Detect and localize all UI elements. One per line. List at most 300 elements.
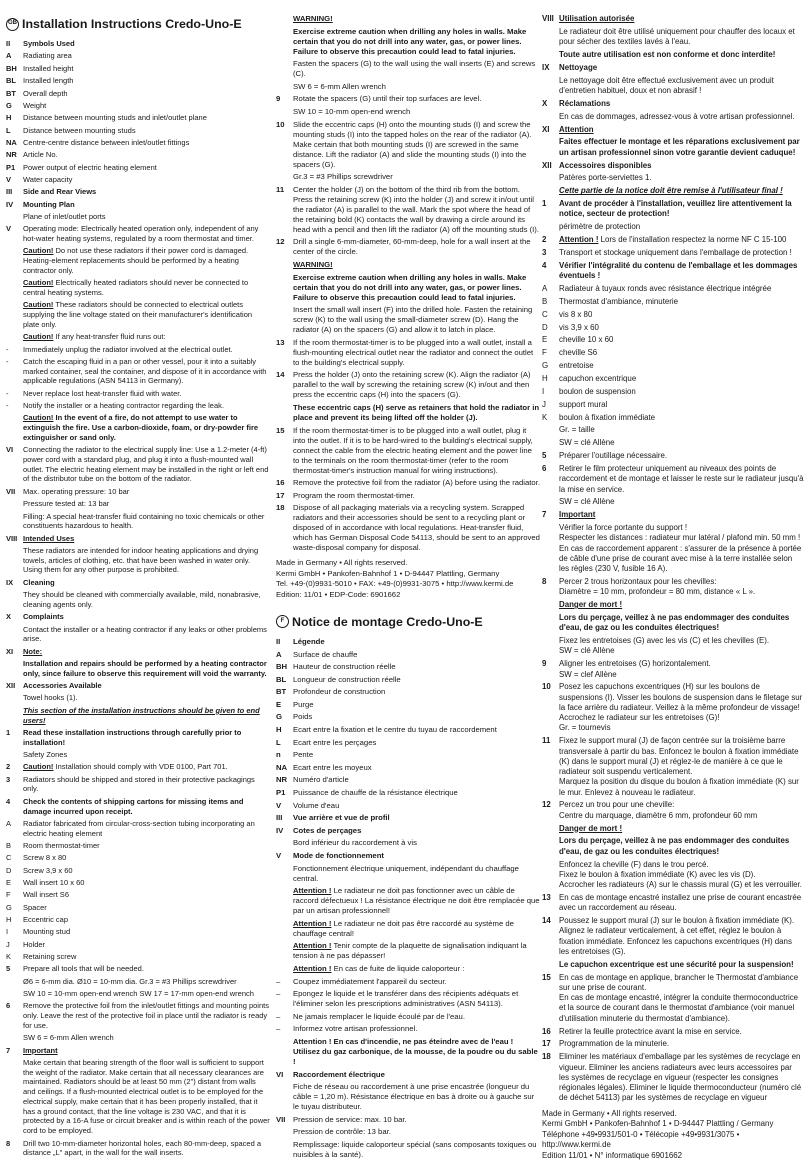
instruction-item <box>276 700 540 710</box>
item-marker <box>276 1127 293 1137</box>
instruction-item <box>276 185 540 235</box>
instruction-item <box>542 824 804 834</box>
item-marker <box>6 659 23 679</box>
item-text <box>559 960 804 970</box>
item-text <box>559 99 804 109</box>
item-text <box>559 916 804 957</box>
item-marker: 9 <box>542 659 547 669</box>
item-body: Raccordement électrique <box>293 1069 385 1079</box>
instruction-item <box>6 246 270 275</box>
instruction-item <box>6 113 270 123</box>
item-body: WARNING! <box>293 14 333 23</box>
item-marker: III <box>276 813 283 823</box>
item-body: Ø6 = 6-mm dia. Ø10 = 10-mm dia. Gr.3 = #3 Phillips screwdriver <box>23 976 237 986</box>
item-marker <box>542 50 559 60</box>
item-body: Faites effectuer le montage et les réparations exclusivement par un artisan professionnel sinon votre garantie devient caduque! <box>559 137 800 157</box>
instruction-item <box>542 76 804 97</box>
instruction-item <box>276 1127 540 1137</box>
instruction-item <box>276 738 540 748</box>
item-body: Ne jamais remplacer le liquide écoulé par de l'eau. <box>293 1011 465 1021</box>
item-body: Hauteur de construction réelle <box>293 662 396 672</box>
instruction-item <box>6 332 270 342</box>
instruction-item <box>542 222 804 232</box>
item-body: Gr. = taille <box>559 425 595 435</box>
instruction-item <box>6 750 270 760</box>
instruction-item <box>6 681 270 691</box>
item-body: vis 3,9 x 60 <box>559 322 599 332</box>
item-text <box>293 370 540 400</box>
item-marker <box>542 824 559 834</box>
item-text <box>293 59 540 79</box>
item-body: Le radiateur doit être utilisé uniquement pour chauffer des locaux et pour sécher des textiles lavés à l'eau. <box>559 26 795 47</box>
item-body: These radiators should be connected to electrical outlets supplying the line voltage stated on their manufacturer's identification plate only. <box>23 300 253 329</box>
item-marker: 12 <box>276 237 285 247</box>
instruction-item <box>542 960 804 970</box>
item-text <box>559 374 804 384</box>
item-text <box>559 137 804 158</box>
instruction-item <box>6 1001 270 1030</box>
item-marker: 3 <box>6 774 11 784</box>
instruction-item <box>542 137 804 158</box>
caution-label: Attention ! <box>293 886 332 896</box>
item-body: En cas de fuite de liquide caloporteur : <box>333 963 465 973</box>
instruction-item <box>542 659 804 680</box>
item-body: Thermostat d'ambiance, minuterie <box>559 296 679 306</box>
item-body: Side and Rear Views <box>23 187 97 197</box>
item-text <box>293 750 540 760</box>
item-body: Weight <box>23 100 47 110</box>
item-body: Mode de fonctionnement <box>293 851 384 860</box>
item-body: Holder <box>23 939 46 949</box>
item-text <box>23 578 270 588</box>
instruction-item <box>542 14 804 24</box>
instruction-item <box>542 310 804 320</box>
item-body: périmètre de protection <box>559 222 641 232</box>
item-marker <box>6 750 23 760</box>
item-body: Read these installation instructions through carefully prior to installation! <box>23 727 242 747</box>
item-text <box>23 499 270 509</box>
item-body: Eliminer les matériaux d'emballage par les systèmes de recyclage en vigueur. Eliminer les anciens radiateurs avec leurs accessoires par les systèmes de recyclage en vigueur (respecter les consignes régionales légales). Eliminer le liquide thermoconducteur (numéro clé de déchet 54113) par les systèmes de recyclage en vigueur <box>559 1052 802 1103</box>
item-text <box>559 400 804 410</box>
item-marker <box>6 278 23 298</box>
gb-footer-line: Kermi GmbH • Pankofen-Bahnhof 1 • D-94447 Plattling, Germany <box>276 568 500 578</box>
item-marker: 8 <box>6 1138 11 1148</box>
item-marker <box>276 82 293 92</box>
item-text <box>293 260 540 270</box>
instruction-item <box>276 864 540 884</box>
item-text <box>293 886 540 916</box>
item-body: Fixez le support mural (J) de façon centrée sur la troisième barre transversale à partir du bas. Enfoncez le boulon à fixation immédiate (K) dans le support mural (J) et réglez-le de manière à ce que le radiateur soit suspendu verticalement. Marquez la position du disque du boulon à fixation immédiate (K) sur le mur. Enlevez à nouveau le radiateur. <box>559 736 799 797</box>
item-text <box>293 662 540 672</box>
item-body: Symbols Used <box>23 39 75 49</box>
item-marker <box>6 212 23 222</box>
instruction-item <box>6 389 270 399</box>
item-marker <box>6 706 23 726</box>
item-marker: L <box>276 737 281 747</box>
instruction-item <box>6 866 270 876</box>
item-body: Note: <box>23 646 43 656</box>
item-body: Légende <box>293 636 325 646</box>
item-marker: F <box>6 890 11 900</box>
item-body: Drill a single 6-mm-diameter, 60-mm-deep, hole for a wall insert at the center of the circle. <box>293 237 531 257</box>
gb-title: Installation Instructions Credo-Uno-E <box>22 17 242 31</box>
item-text <box>23 187 270 197</box>
item-body: Screw 8 x 80 <box>23 853 67 863</box>
instruction-item <box>6 964 270 974</box>
item-body: Dispose of all packaging materials via a recycling system. Scrapped radiators and their accessories should be sent to a recycling plant or disposed of in accordance with local regulations. Heat-transfer fluid, which has German Disposal Code 54113, should be sent to an approved waste-disposal company for disposal. <box>293 503 540 553</box>
instruction-item <box>6 890 270 900</box>
item-marker: II <box>6 39 11 49</box>
item-marker: V <box>6 174 12 184</box>
item-marker <box>542 438 559 448</box>
item-body: Le nettoyage doit être effectué exclusivement avec un produit d'entretien habituel, doux et non abrasif ! <box>559 75 774 95</box>
item-marker <box>542 76 559 97</box>
item-body: support mural <box>559 399 608 409</box>
item-marker: 13 <box>276 337 285 347</box>
caution-label: Attention ! <box>293 963 332 973</box>
instruction-item <box>542 682 804 733</box>
item-body: Vérifier l'intégralité du contenu de l'emballage et les dommages éventuels ! <box>559 260 798 281</box>
item-body: Distance between mounting studs and inlet/outlet plane <box>23 113 207 123</box>
item-body: These radiators are intended for indoor heating applications and drying towels, articles of clothing, etc. that have been washed in water only. Using them for any other purpose is prohibited. <box>23 545 259 575</box>
item-marker <box>276 919 293 939</box>
item-body: Water capacity <box>23 174 73 184</box>
instruction-item <box>6 499 270 509</box>
column-1 <box>6 14 270 1161</box>
item-body: Remove the protective foil from the inlet/outlet fittings and mounting points only. Leave the rest of the protective foil in place until the radiator is ready for use. <box>23 1001 269 1030</box>
instruction-item <box>542 125 804 135</box>
instruction-item <box>276 675 540 685</box>
instruction-item <box>6 578 270 588</box>
item-text <box>23 1058 270 1136</box>
item-text <box>23 1001 270 1030</box>
item-marker <box>6 989 23 999</box>
item-marker <box>6 546 23 575</box>
instruction-item <box>276 977 540 987</box>
instruction-item <box>542 1039 804 1049</box>
instruction-item <box>6 625 270 645</box>
item-text <box>559 893 804 914</box>
item-body: Complaints <box>23 612 64 622</box>
item-body: Bord inférieur du raccordement à vis <box>293 838 417 848</box>
item-body: Radiators should be shipped and stored in their protective packagings only. <box>23 774 255 794</box>
item-marker: 4 <box>6 796 11 806</box>
item-body: Installation should comply with VDE 0100, Part 701. <box>55 762 228 772</box>
item-body: Catch the escaping fluid in a pan or other vessel, pour it into a suitably marked container, seal the container, and dispose of it in accordance with applicable regulations (ASN 54113 in Germany). <box>23 356 267 386</box>
item-text <box>559 76 804 97</box>
item-text <box>293 775 540 785</box>
item-text <box>293 491 540 501</box>
item-body: Poids <box>293 712 313 722</box>
instruction-item <box>6 878 270 888</box>
item-text <box>23 612 270 622</box>
instruction-item <box>6 1033 270 1043</box>
caution-label: Caution! <box>23 246 54 256</box>
item-text <box>23 659 270 679</box>
item-body: Filling: A special heat-transfer fluid containing no toxic chemicals or other constituents hazardous to health. <box>23 511 265 531</box>
item-marker: NR <box>6 150 17 160</box>
fr-section-part1 <box>276 637 540 1160</box>
item-marker: VIII <box>6 533 18 543</box>
item-marker: 7 <box>6 1045 11 1055</box>
instruction-item <box>6 163 270 173</box>
instruction-item <box>6 278 270 298</box>
item-marker: VI <box>6 445 14 455</box>
instruction-item <box>276 801 540 811</box>
item-text <box>559 425 804 435</box>
item-body: Fonctionnement électrique uniquement, indépendant du chauffage central. <box>293 863 519 883</box>
instruction-item <box>276 712 540 722</box>
item-text <box>23 750 270 760</box>
item-marker: III <box>6 187 13 197</box>
instruction-item <box>6 534 270 544</box>
item-marker <box>542 137 559 158</box>
item-marker <box>276 886 293 916</box>
instruction-item <box>276 273 540 303</box>
instruction-item <box>276 82 540 92</box>
instruction-item <box>6 1058 270 1136</box>
item-text <box>23 39 270 49</box>
item-body: Pente <box>293 750 314 760</box>
gb-footer-line: Tel. +49-(0)9931-5010 • FAX: +49-(0)9931-3075 • http://www.kermi.de <box>276 579 514 589</box>
item-marker: NA <box>6 137 17 147</box>
item-text <box>293 838 540 848</box>
item-body: Never replace lost heat-transfer fluid with water. <box>23 388 182 398</box>
item-text <box>23 940 270 950</box>
item-body: Enfoncez la cheville (F) dans le trou percé. Fixez le boulon à fixation immédiate (K) avec les vis (D). Accrocher les radiateurs (A) sur le chassis mural (G) et les verrouiller. <box>559 859 802 890</box>
item-text <box>559 1027 804 1037</box>
item-marker: BL <box>6 76 16 86</box>
instruction-item <box>6 89 270 99</box>
instruction-item <box>6 175 270 185</box>
item-body: Posez les capuchons excentriques (H) sur les boulons de suspensions (I). Visser les boulons de suspension dans le filetage sur la face arrière du radiateur. Veillez à la même profondeur de vissage! Accrochez le radiateur sur les entretoises (G)! Gr. = tournevis <box>559 682 803 733</box>
item-marker: A <box>542 283 548 293</box>
item-body: boulon de suspension <box>559 386 636 396</box>
item-text <box>559 323 804 333</box>
caution-label: Caution! <box>23 278 54 288</box>
item-marker <box>276 107 293 117</box>
item-text <box>23 866 270 876</box>
item-text <box>293 305 540 335</box>
item-text <box>559 510 804 520</box>
item-body: Exercise extreme caution when drilling any holes in walls. Make certain that you do not drill into any water, gas, or power lines. Failure to observe this precaution could lead to fatal injuries. <box>293 272 527 302</box>
item-body: Distance between mounting studs <box>23 125 136 135</box>
item-text <box>23 413 270 442</box>
item-marker: J <box>542 399 546 409</box>
item-text <box>23 389 270 399</box>
column-3 <box>542 14 804 1162</box>
item-body: Retirer la feuille protectrice avant la mise en service. <box>559 1026 742 1036</box>
gb-section-part2 <box>276 14 540 553</box>
item-text <box>293 826 540 836</box>
instruction-item <box>6 487 270 497</box>
item-body: Overall depth <box>23 88 68 98</box>
item-body: Electrically heated radiators should never be connected to central heating systems. <box>23 278 249 297</box>
item-marker: IX <box>542 62 550 72</box>
item-body: Center the holder (J) on the bottom of the third rib from the bottom. Press the retaining screw (K) into the holder (J) and screw it in/out until the radiator (A) is parallel to the wall. Mark the spot where the head of the retaining bold (K) contacts the wall by drawing a circle around its head with a pencil and then lift the radiator (A) off the mounting studs (I). <box>293 184 539 234</box>
instruction-item <box>6 126 270 136</box>
item-marker <box>6 590 23 610</box>
instruction-item <box>542 186 804 196</box>
item-body: Utilisation autorisée <box>559 14 635 23</box>
item-marker: 7 <box>542 510 547 520</box>
item-text <box>293 941 540 961</box>
instruction-item <box>542 1027 804 1037</box>
instruction-item <box>6 762 270 772</box>
item-marker: I <box>542 386 545 396</box>
item-body: Exercise extreme caution when drilling any holes in walls. Make certain that you do not drill into any water, gas, or power lines. Failure to observe this precaution could lead to fatal injuries. <box>293 26 527 56</box>
instruction-item <box>542 577 804 598</box>
item-text <box>23 534 270 544</box>
instruction-item <box>276 813 540 823</box>
instruction-item <box>6 224 270 244</box>
item-marker: VII <box>6 486 16 496</box>
item-text <box>293 989 540 1009</box>
item-text <box>23 647 270 657</box>
item-marker: VI <box>276 1069 284 1079</box>
item-marker <box>542 523 559 574</box>
item-body: Accessories Available <box>23 681 102 691</box>
item-text <box>293 94 540 104</box>
item-body: Drill two 10-mm-diameter horizontal holes, each 80-mm-deep, spaced a distance „L" apart, in the wall for the wall inserts. <box>23 1138 262 1158</box>
item-marker <box>276 864 293 884</box>
item-marker <box>276 305 293 335</box>
item-text <box>293 14 540 24</box>
item-text <box>23 246 270 275</box>
instruction-item <box>6 775 270 795</box>
item-text <box>559 186 804 196</box>
instruction-item <box>6 797 270 817</box>
item-text <box>559 659 804 680</box>
instruction-item <box>6 819 270 839</box>
item-text <box>23 138 270 148</box>
item-body: Centre-centre distance between inlet/outlet fittings <box>23 137 190 147</box>
instruction-item <box>6 138 270 148</box>
item-marker: G <box>542 361 549 371</box>
instruction-item <box>276 107 540 117</box>
item-text <box>23 126 270 136</box>
item-body: Contact the installer or a heating contractor if any leaks or other problems arise. <box>23 624 267 644</box>
gb-footer <box>276 558 540 600</box>
item-body: SW 10 = 10-mm open-end wrench SW 17 = 17-mm open-end wrench <box>23 989 254 999</box>
instruction-item <box>276 403 540 423</box>
fr-footer-line: Téléphone +49•9931/501-0 • Télécopie +49•9931/3075 • http://www.kermi.de <box>542 1130 740 1150</box>
item-body: WARNING! <box>293 259 333 269</box>
instruction-item <box>276 478 540 488</box>
item-marker <box>6 625 23 645</box>
item-text <box>23 706 270 726</box>
column-2 <box>276 14 540 1163</box>
item-text <box>23 546 270 575</box>
instruction-item <box>276 503 540 553</box>
item-text <box>559 973 804 1024</box>
item-text <box>293 725 540 735</box>
instruction-item <box>542 235 804 245</box>
item-marker <box>542 425 559 435</box>
instruction-item <box>276 59 540 79</box>
instruction-item <box>276 662 540 672</box>
item-text <box>559 14 804 24</box>
instruction-item <box>276 838 540 848</box>
item-body: Le capuchon excentrique est une sécurité pour la suspension! <box>559 959 794 969</box>
instruction-item <box>6 612 270 622</box>
item-marker <box>542 613 559 634</box>
item-text <box>559 261 804 282</box>
item-text <box>23 762 270 772</box>
item-marker: 2 <box>6 762 11 772</box>
item-text <box>23 841 270 851</box>
instruction-item <box>276 491 540 501</box>
item-marker: F <box>542 348 547 358</box>
item-body: Room thermostat-timer <box>23 840 100 850</box>
instruction-item <box>542 261 804 282</box>
instruction-item <box>276 305 540 335</box>
item-marker <box>542 636 559 657</box>
item-marker: VIII <box>542 14 554 23</box>
instruction-item <box>276 1012 540 1022</box>
item-body: Rotate the spacers (G) until their top surfaces are level. <box>293 94 482 104</box>
item-marker: X <box>6 612 12 622</box>
item-text <box>23 278 270 298</box>
instruction-item <box>6 728 270 748</box>
item-marker: 17 <box>276 490 285 500</box>
item-text <box>293 107 540 117</box>
item-marker: IX <box>6 577 14 587</box>
item-text <box>293 172 540 182</box>
item-marker: A <box>6 818 12 828</box>
item-body: Wall insert 10 x 60 <box>23 877 85 887</box>
item-body: Important <box>559 510 596 520</box>
item-text <box>559 63 804 73</box>
item-text <box>293 1070 540 1080</box>
item-body: Gr.3 = #3 Phillips screwdriver <box>293 172 393 182</box>
instruction-item <box>542 973 804 1024</box>
item-body: Volume d'eau <box>293 800 340 810</box>
item-marker: – <box>276 989 281 999</box>
item-body: This section of the installation instructions should be given to end users! <box>23 705 260 725</box>
instruction-item <box>276 788 540 798</box>
instruction-item <box>276 260 540 270</box>
item-marker: 16 <box>542 1026 551 1036</box>
item-marker <box>542 497 559 507</box>
instruction-item <box>542 800 804 821</box>
item-marker <box>276 1082 293 1112</box>
item-marker: NA <box>276 762 288 772</box>
item-text <box>23 1046 270 1056</box>
item-body: Danger de mort ! <box>559 823 623 833</box>
item-marker: n <box>276 750 281 760</box>
item-body: Intended Uses <box>23 533 75 543</box>
item-text <box>23 300 270 329</box>
instruction-item <box>276 851 540 861</box>
item-marker <box>276 838 293 848</box>
item-body: Installed height <box>23 63 74 73</box>
instruction-item <box>542 600 804 610</box>
item-marker <box>276 964 293 974</box>
fr-footer-line: Kermi GmbH • Pankofen-Bahnhof 1 • D-94447 Plattling / Germany <box>542 1119 774 1129</box>
item-text <box>23 977 270 987</box>
item-marker: C <box>6 853 12 863</box>
item-marker: 6 <box>6 1001 11 1011</box>
item-marker: 10 <box>276 119 285 129</box>
item-body: Poussez le support mural (J) sur le boulon à fixation immédiate (K). Alignez le radiateur verticalement, à cet effet, réglez le boulon à fixation immédiate. Enfoncez les capuchons excentriques (H) dans les entretoises (G). <box>559 916 795 956</box>
fr-section-part2 <box>542 14 804 1104</box>
item-body: Prepare all tools that will be needed. <box>23 964 144 974</box>
item-marker: H <box>6 915 12 924</box>
item-text <box>293 763 540 773</box>
item-body: SW = clé Allène <box>559 438 615 448</box>
instruction-item <box>542 374 804 384</box>
